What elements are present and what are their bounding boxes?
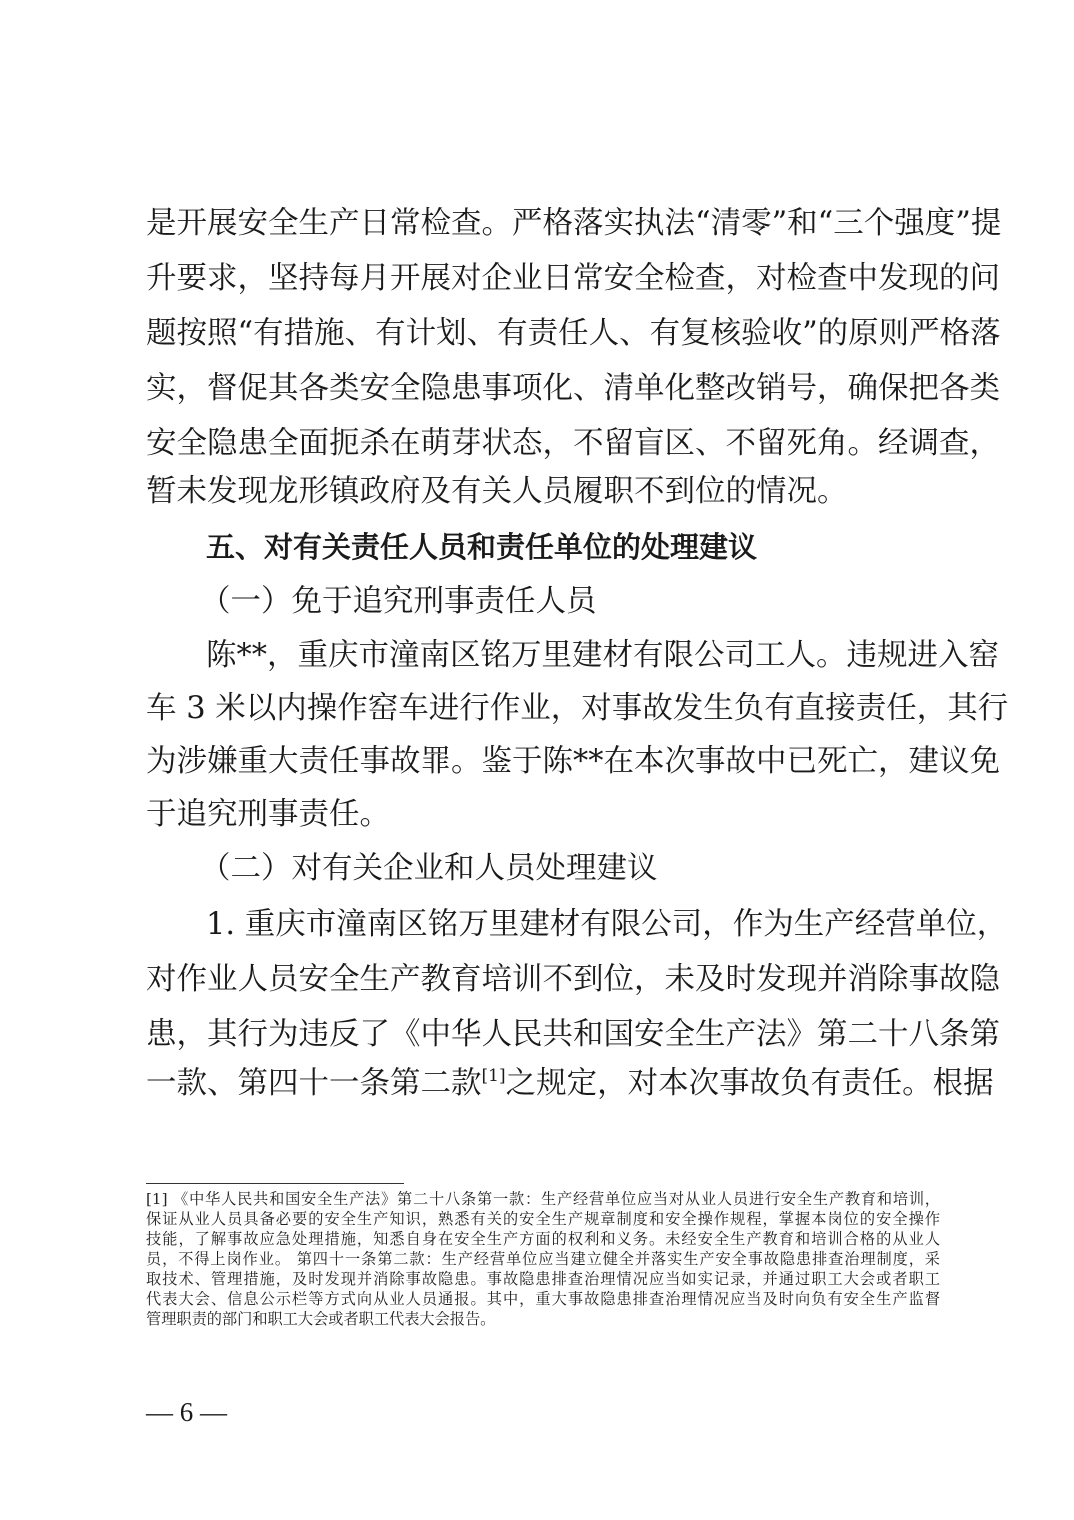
page-number: — 6 — [146, 1397, 227, 1427]
body-line-5: 安全隐患全面扼杀在萌芽状态，不留盲区、不留死角。经调查， [146, 426, 1000, 461]
subsection-heading-1: （一）免于追究刑事责任人员 [200, 584, 597, 619]
sub1-line-4: 于追究刑事责任。 [146, 797, 390, 832]
footnote-line-7: 管理职责的部门和职工大会或者职工代表大会报告。 [146, 1310, 496, 1328]
subsection-heading-2: （二）对有关企业和人员处理建议 [200, 851, 658, 886]
footnote-line-1: [1] 《中华人民共和国安全生产法》第二十八条第一款：生产经营单位应当对从业人员进行安全生产教育和培训， [146, 1190, 940, 1208]
sub1-line-2: 车 3 米以内操作窑车进行作业，对事故发生负有直接责任，其行 [146, 691, 1009, 726]
footnote-divider [146, 1183, 404, 1184]
footnote-line-5: 取技术、管理措施，及时发现并消除事故隐患。事故隐患排查治理情况应当如实记录，并通过职工大会或者职工 [146, 1270, 940, 1288]
footnote-line-6: 代表大会、信息公示栏等方式向从业人员通报。其中，重大事故隐患排查治理情况应当及时向负有安全生产监督 [146, 1290, 940, 1308]
body-line-1: 是开展安全生产日常检查。严格落实执法“清零”和“三个强度”提 [146, 206, 1002, 241]
section-heading: 五、对有关责任人员和责任单位的处理建议 [206, 530, 758, 564]
body-line-4: 实，督促其各类安全隐患事项化、清单化整改销号，确保把各类 [146, 371, 1000, 406]
body-line-3: 题按照“有措施、有计划、有责任人、有复核验收”的原则严格落 [146, 316, 1001, 351]
sub1-line-1: 陈**，重庆市潼南区铭万里建材有限公司工人。违规进入窑 [206, 638, 999, 673]
sub2-line-4 [146, 1058, 994, 1110]
footnote-line-4: 员，不得上岗作业。 第四十一条第二款：生产经营单位应当建立健全并落实生产安全事故隐患排查治理制度，采 [146, 1250, 940, 1268]
body-line-6: 暂未发现龙形镇政府及有关人员履职不到位的情况。 [146, 474, 848, 509]
sub2-line-1: 1. 重庆市潼南区铭万里建材有限公司，作为生产经营单位， [206, 907, 1008, 942]
body-line-2: 升要求，坚持每月开展对企业日常安全检查，对检查中发现的问 [146, 261, 1000, 296]
sub1-line-3: 为涉嫌重大责任事故罪。鉴于陈**在本次事故中已死亡，建议免 [146, 744, 1000, 779]
footnote-reference[interactable]: [1] [481, 1066, 506, 1086]
footnote-line-2: 保证从业人员具备必要的安全生产知识，熟悉有关的安全生产规章制度和安全操作规程，掌握本岗位的安全操作 [146, 1210, 940, 1228]
sub2-line-4-start: 一款、第四十一条第二款 [146, 1066, 482, 1101]
sub2-line-3: 患，其行为违反了《中华人民共和国安全生产法》第二十八条第 [146, 1017, 1000, 1052]
footnote-line-3: 技能，了解事故应急处理措施，知悉自身在安全生产方面的权利和义务。未经安全生产教育和培训合格的从业人 [146, 1230, 940, 1248]
sub2-line-2: 对作业人员安全生产教育培训不到位，未及时发现并消除事故隐 [146, 962, 1000, 997]
sub2-line-4-end: 之规定，对本次事故负有责任。根据 [505, 1066, 994, 1101]
